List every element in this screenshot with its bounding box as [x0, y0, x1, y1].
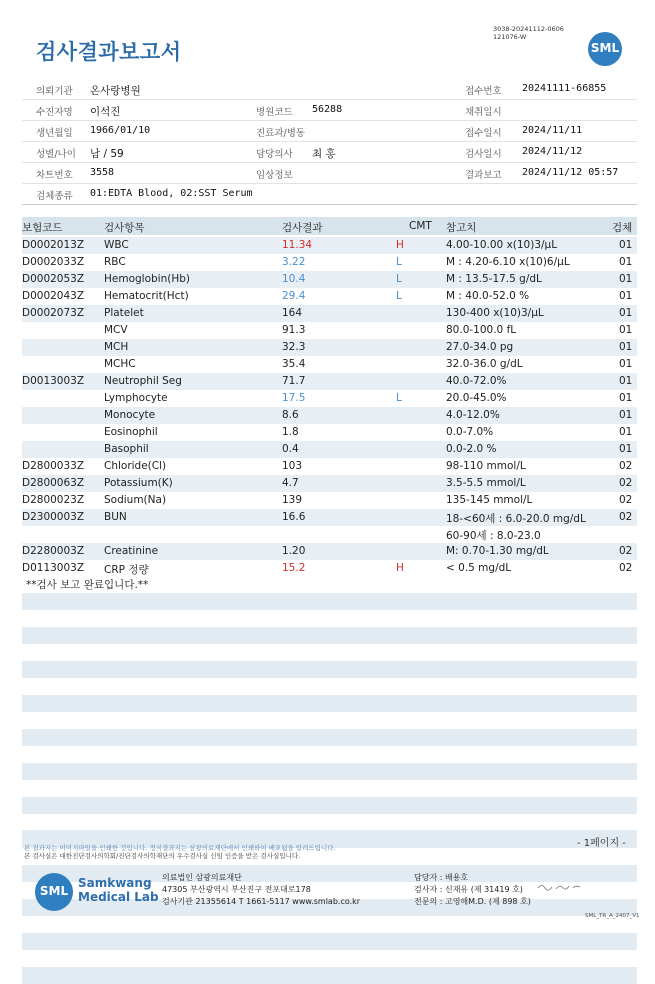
- table-row: [22, 509, 637, 526]
- patient-label: 수진자명: [36, 107, 73, 118]
- info-row-5: [22, 162, 637, 184]
- cell-test-name: Creatinine: [104, 545, 159, 557]
- lab-address-line-1: 의료법인 삼광의료재단: [162, 873, 242, 882]
- table-row: [22, 305, 637, 322]
- cell-result: 4.7: [282, 477, 299, 489]
- cell-result: 3.22: [282, 256, 306, 268]
- table-row: [22, 424, 637, 441]
- table-row: [22, 356, 637, 373]
- empty-row: [22, 797, 637, 814]
- hospital-label: 의뢰기관: [36, 86, 73, 97]
- cell-reference: 4.00-10.00 x(10)3/μL: [446, 239, 558, 251]
- table-row: [22, 543, 637, 560]
- table-row: [22, 441, 637, 458]
- cell-specimen: 01: [619, 239, 633, 251]
- cell-cmt: L: [396, 392, 402, 404]
- cell-result: 15.2: [282, 562, 306, 574]
- header-ref: 참고치: [446, 222, 477, 234]
- cell-test-name: Hematocrit(Hct): [104, 290, 189, 302]
- certification-notice: 본 검사실은 대한진단검사의학회/진단검사의학재단의 우수검사실 신임 인증을 받은 검사실입니다.: [24, 852, 301, 860]
- cell-reference: M : 4.20-6.10 x(10)6/μL: [446, 256, 570, 268]
- lab-name-line-2: Medical Lab: [78, 890, 159, 904]
- staff-line-1: 담당자 : 배용호: [414, 873, 469, 882]
- cell-reference: M : 40.0-52.0 %: [446, 290, 530, 302]
- cell-result: 35.4: [282, 358, 306, 370]
- cell-result: 17.5: [282, 392, 306, 404]
- cell-reference: 40.0-72.0%: [446, 375, 507, 387]
- document-id-line-1: 3038-20241112-0606: [493, 25, 564, 33]
- document-id: [493, 25, 564, 41]
- lab-address: [162, 872, 360, 908]
- birth-label: 생년월일: [36, 128, 73, 139]
- empty-row: [22, 695, 637, 712]
- test-date-label: 검사일시: [465, 149, 502, 160]
- table-row: [22, 458, 637, 475]
- table-row: [22, 560, 637, 577]
- cell-result: 1.20: [282, 545, 306, 557]
- table-row: [22, 390, 637, 407]
- cell-test-name: Basophil: [104, 443, 149, 455]
- cell-reference: 60-90세 : 8.0-23.0: [446, 530, 541, 542]
- header-spec: 검체: [612, 222, 633, 234]
- cell-reference: 27.0-34.0 pg: [446, 341, 514, 353]
- table-row: [22, 288, 637, 305]
- cell-specimen: 02: [619, 511, 633, 523]
- document-id-line-2: 121076-W: [493, 33, 527, 41]
- info-row-1: [22, 78, 637, 100]
- form-version: SML_TR_A_2407_V1: [585, 913, 640, 919]
- cell-reference: 0.0-2.0 %: [446, 443, 497, 455]
- signature-scribble: [536, 882, 582, 892]
- cell-test-name: MCHC: [104, 358, 136, 370]
- cell-test-name: Platelet: [104, 307, 144, 319]
- cell-code: D0002033Z: [22, 256, 85, 268]
- cell-code: D0002073Z: [22, 307, 85, 319]
- cell-code: D0013003Z: [22, 375, 85, 387]
- birth-value: 1966/01/10: [90, 125, 151, 136]
- cell-test-name: Eosinophil: [104, 426, 158, 438]
- cell-specimen: 01: [619, 443, 633, 455]
- empty-row: [22, 661, 637, 678]
- receipt-date-label: 접수일시: [465, 128, 502, 139]
- staff-line-3: 전문의 : 고영해M.D. (제 898 호): [414, 897, 531, 906]
- report-complete-text: **검사 보고 완료입니다.**: [26, 579, 149, 591]
- receipt-date-value: 2024/11/11: [522, 125, 583, 136]
- sml-logo-icon: [588, 32, 622, 66]
- page-title: 검사결과보고서: [36, 40, 182, 64]
- cell-result: 71.7: [282, 375, 306, 387]
- chart-value: 3558: [90, 167, 115, 178]
- cell-specimen: 01: [619, 358, 633, 370]
- cell-test-name: MCH: [104, 341, 129, 353]
- sex-age-value: 남 / 59: [90, 148, 124, 160]
- cell-result: 91.3: [282, 324, 306, 336]
- info-row-4: [22, 141, 637, 163]
- empty-row: [22, 933, 637, 950]
- staff-list: [414, 872, 531, 908]
- table-row: [22, 475, 637, 492]
- cell-cmt: L: [396, 256, 402, 268]
- cell-test-name: Lymphocyte: [104, 392, 168, 404]
- cell-specimen: 01: [619, 324, 633, 336]
- table-row: [22, 339, 637, 356]
- cell-result: 8.6: [282, 409, 299, 421]
- cell-specimen: 02: [619, 477, 633, 489]
- cell-reference: M : 13.5-17.5 g/dL: [446, 273, 542, 285]
- cell-specimen: 02: [619, 545, 633, 557]
- doctor-label: 담당의사: [256, 149, 293, 160]
- cell-specimen: 01: [619, 392, 633, 404]
- cell-specimen: 02: [619, 562, 633, 574]
- cell-test-name: WBC: [104, 239, 129, 251]
- cell-test-name: CRP 정량: [104, 564, 149, 576]
- table-row: [22, 492, 637, 509]
- table-row: [22, 373, 637, 390]
- cell-result: 29.4: [282, 290, 306, 302]
- cell-code: D2800033Z: [22, 460, 85, 472]
- header-value: 검사결과: [282, 222, 323, 234]
- cell-result: 139: [282, 494, 303, 506]
- cell-reference: 130-400 x(10)3/μL: [446, 307, 544, 319]
- cell-result: 32.3: [282, 341, 306, 353]
- cell-code: D0002043Z: [22, 290, 85, 302]
- cell-reference: 18-<60세 : 6.0-20.0 mg/dL: [446, 513, 586, 525]
- hosp-code-label: 병원코드: [256, 107, 293, 118]
- collect-date-label: 채취일시: [465, 107, 502, 118]
- cell-code: D0002013Z: [22, 239, 85, 251]
- cell-reference: 4.0-12.0%: [446, 409, 500, 421]
- cell-reference: 0.0-7.0%: [446, 426, 494, 438]
- cell-cmt: H: [396, 562, 404, 574]
- cell-test-name: BUN: [104, 511, 127, 523]
- cell-code: D2800023Z: [22, 494, 85, 506]
- cell-reference: 3.5-5.5 mmol/L: [446, 477, 526, 489]
- lab-name: [78, 876, 159, 904]
- sml-footer-logo-icon: [35, 873, 73, 911]
- empty-row: [22, 729, 637, 746]
- cell-cmt: H: [396, 239, 404, 251]
- cell-test-name: MCV: [104, 324, 128, 336]
- cell-specimen: 01: [619, 256, 633, 268]
- cell-reference: 98-110 mmol/L: [446, 460, 526, 472]
- sml-logo-text: SML: [590, 41, 620, 55]
- cell-test-name: Monocyte: [104, 409, 156, 421]
- cell-specimen: 01: [619, 290, 633, 302]
- results-table-header: [22, 217, 637, 235]
- cell-test-name: Chloride(Cl): [104, 460, 167, 472]
- empty-row: [22, 593, 637, 610]
- cell-specimen: 01: [619, 409, 633, 421]
- cell-specimen: 01: [619, 273, 633, 285]
- header-code: 보험코드: [22, 222, 63, 234]
- info-row-3: [22, 120, 637, 142]
- sml-footer-logo-text: SML: [39, 884, 69, 898]
- cell-specimen: 01: [619, 307, 633, 319]
- table-row: [22, 526, 637, 543]
- cell-code: D2280003Z: [22, 545, 85, 557]
- lab-address-line-2: 47305 부산광역시 부산진구 전포대로178: [162, 885, 311, 894]
- info-row-2: [22, 99, 637, 121]
- hosp-code-value: 56288: [312, 104, 343, 115]
- cell-result: 16.6: [282, 511, 306, 523]
- cell-code: D0002053Z: [22, 273, 85, 285]
- lab-name-line-1: Samkwang: [78, 876, 152, 890]
- cell-result: 10.4: [282, 273, 306, 285]
- cell-result: 11.34: [282, 239, 313, 251]
- cell-specimen: 02: [619, 460, 633, 472]
- cell-test-name: RBC: [104, 256, 126, 268]
- empty-row: [22, 627, 637, 644]
- cell-cmt: L: [396, 273, 402, 285]
- cell-test-name: Sodium(Na): [104, 494, 167, 506]
- specimen-label: 검체종류: [36, 191, 73, 202]
- clinical-label: 임상정보: [256, 170, 293, 181]
- cell-reference: 20.0-45.0%: [446, 392, 507, 404]
- patient-value: 이석진: [90, 106, 121, 118]
- chart-label: 차트번호: [36, 170, 73, 181]
- cell-test-name: Hemoglobin(Hb): [104, 273, 191, 285]
- cell-specimen: 01: [619, 341, 633, 353]
- cell-reference: < 0.5 mg/dL: [446, 562, 512, 574]
- lab-address-line-3: 검사기관 21355614 T 1661-5117 www.smlab.co.kr: [162, 897, 361, 906]
- cell-result: 164: [282, 307, 303, 319]
- table-row: [22, 254, 637, 271]
- sex-age-label: 성별/나이: [36, 149, 76, 160]
- cell-cmt: L: [396, 290, 402, 302]
- cell-reference: 80.0-100.0 fL: [446, 324, 517, 336]
- cell-reference: 135-145 mmol/L: [446, 494, 533, 506]
- cell-test-name: Potassium(K): [104, 477, 173, 489]
- header-name: 검사항목: [104, 222, 145, 234]
- cell-result: 103: [282, 460, 303, 472]
- receipt-no-value: 20241111-66855: [522, 83, 607, 94]
- cell-specimen: 02: [619, 494, 633, 506]
- cell-specimen: 01: [619, 375, 633, 387]
- report-date-value: 2024/11/12 05:57: [522, 167, 619, 178]
- cell-reference: M: 0.70-1.30 mg/dL: [446, 545, 549, 557]
- cell-result: 1.8: [282, 426, 299, 438]
- print-notice: 본 결과지는 이미지파일을 인쇄한 것입니다. 정식결과지는 삼광의료재단에서 인쇄하여 배포됨을 알려드립니다.: [24, 844, 336, 852]
- cell-code: D2800063Z: [22, 477, 85, 489]
- table-row: [22, 271, 637, 288]
- cell-result: 0.4: [282, 443, 299, 455]
- table-row: [22, 237, 637, 254]
- header-cmt: CMT: [409, 220, 432, 232]
- dept-label: 진료과/병동: [256, 128, 306, 139]
- report-date-label: 결과보고: [465, 170, 502, 181]
- table-row: [22, 407, 637, 424]
- empty-row: [22, 967, 637, 984]
- cell-reference: 32.0-36.0 g/dL: [446, 358, 523, 370]
- empty-row: [22, 763, 637, 780]
- cell-code: D2300003Z: [22, 511, 85, 523]
- info-row-6: [22, 183, 637, 205]
- test-date-value: 2024/11/12: [522, 146, 583, 157]
- receipt-no-label: 접수번호: [465, 86, 502, 97]
- cell-test-name: Neutrophil Seg: [104, 375, 182, 387]
- page-number: - 1페이지 -: [577, 838, 626, 849]
- cell-specimen: 01: [619, 426, 633, 438]
- staff-line-2: 검사자 : 신재유 (제 31419 호): [414, 885, 523, 894]
- specimen-value: 01:EDTA Blood, 02:SST Serum: [90, 188, 253, 199]
- table-row: [22, 322, 637, 339]
- doctor-value: 최 홍: [312, 148, 336, 160]
- hospital-value: 온사랑병원: [90, 85, 141, 97]
- cell-code: D0113003Z: [22, 562, 85, 574]
